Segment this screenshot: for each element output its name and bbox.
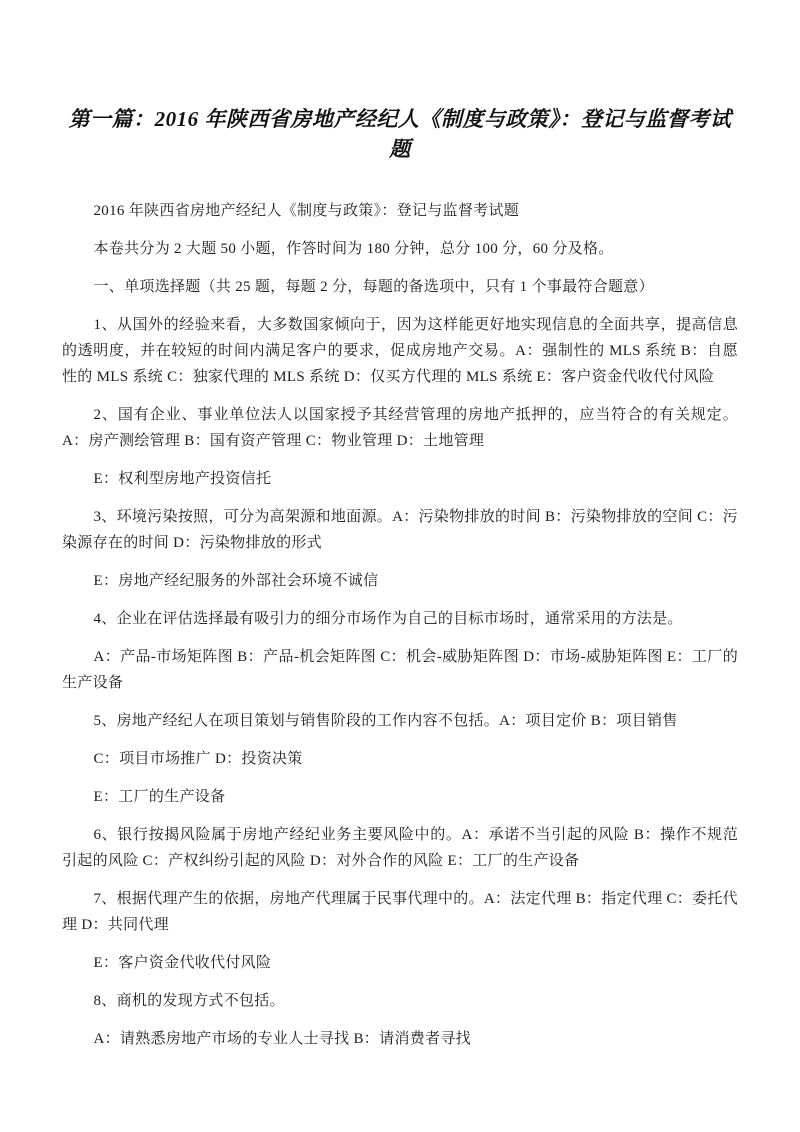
- paragraph-question-6: 6、银行按揭风险属于房地产经纪业务主要风险中的。A：承诺不当引起的风险 B：操作不规范引起的风险 C：产权纠纷引起的风险 D：对外合作的风险 E：工厂的生产设备: [62, 827, 738, 869]
- paragraph-question-2: 2、国有企业、事业单位法人以国家授予其经营管理的房地产抵押的，应当符合的有关规定。A：房产测绘管理 B：国有资产管理 C：物业管理 D：土地管理: [62, 407, 738, 449]
- paragraph-question-4-options: A：产品-市场矩阵图 B：产品-机会矩阵图 C：机会-威胁矩阵图 D：市场-威胁矩阵图 E：工厂的生产设备: [62, 649, 738, 691]
- paragraph-question-7: 7、根据代理产生的依据，房地产代理属于民事代理中的。A：法定代理 B：指定代理 C：委托代理 D：共同代理: [62, 891, 738, 933]
- paragraph-question-5: 5、房地产经纪人在项目策划与销售阶段的工作内容不包括。A：项目定价 B：项目销售: [93, 713, 678, 729]
- paragraph-question-5-options-cd: C：项目市场推广 D：投资决策: [93, 751, 303, 767]
- paragraph-question-2-option-e: E：权利型房地产投资信托: [93, 471, 272, 487]
- paragraph-exam-info: 本卷共分为 2 大题 50 小题，作答时间为 180 分钟，总分 100 分，60 分及格。: [93, 241, 614, 257]
- paragraph-section-heading: 一、单项选择题（共 25 题，每题 2 分，每题的备选项中，只有 1 个事最符合题意）: [93, 279, 654, 295]
- paragraph-question-4: 4、企业在评估选择最有吸引力的细分市场作为自己的目标市场时，通常采用的方法是。: [93, 611, 683, 627]
- paragraph-subtitle: 2016 年陕西省房地产经纪人《制度与政策》：登记与监督考试题: [93, 203, 520, 219]
- paragraph-question-7-option-e: E：客户资金代收代付风险: [93, 955, 272, 971]
- paragraph-question-8-options-ab: A：请熟悉房地产市场的专业人士寻找 B：请消费者寻找: [93, 1031, 471, 1047]
- paragraph-question-3-option-e: E：房地产经纪服务的外部社会环境不诚信: [93, 573, 379, 589]
- document-title: 第一篇：2016 年陕西省房地产经纪人《制度与政策》：登记与监督考试题: [68, 107, 732, 161]
- paragraph-question-8: 8、商机的发现方式不包括。: [93, 993, 285, 1009]
- paragraph-question-5-option-e: E：工厂的生产设备: [93, 789, 226, 805]
- paragraph-question-3: 3、环境污染按照，可分为高架源和地面源。A：污染物排放的时间 B：污染物排放的空间 C：污染源存在的时间 D：污染物排放的形式: [62, 509, 738, 551]
- paragraph-question-1: 1、从国外的经验来看，大多数国家倾向于，因为这样能更好地实现信息的全面共享，提高信息的透明度，并在较短的时间内满足客户的要求，促成房地产交易。A：强制性的 MLS 系统 B：自愿性的 MLS 系统 C：独家代理的 MLS 系统 D：仅买方代理的 MLS 系统 E：客户资金代收代付风险: [62, 317, 738, 385]
